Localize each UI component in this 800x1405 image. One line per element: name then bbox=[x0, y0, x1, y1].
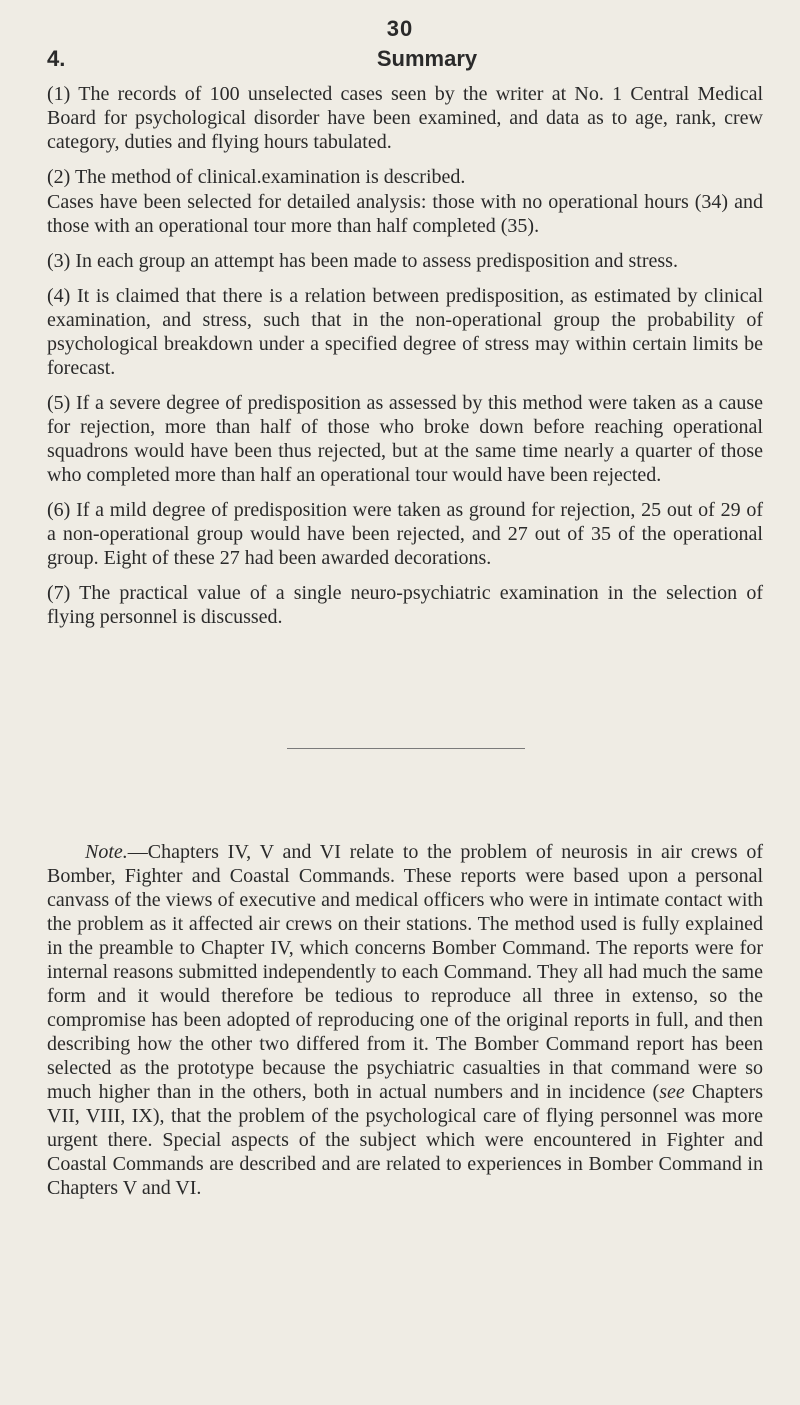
summary-item-text: Cases have been selected for detailed analysis: those with no operational hours (34) and those with an operational tour more than half completed (35). bbox=[47, 191, 763, 237]
chapter-note bbox=[47, 840, 763, 1200]
summary-item-number: (1) bbox=[47, 83, 71, 105]
summary-item bbox=[47, 284, 763, 380]
summary-item-number: (7) bbox=[47, 582, 71, 604]
note-text-part2: Chapters VII, VIII, IX), that the problem of the psychological care of flying personnel was more urgent there. Special aspects of the subject which were encountered in Fighter and Coastal Commands are described and are related to experiences in Bomber Command in Chapters V and VI. bbox=[47, 1081, 764, 1199]
summary-item-number: (6) bbox=[47, 499, 71, 521]
summary-item-text: In each group an attempt has been made to assess predisposition and stress. bbox=[75, 250, 678, 272]
note-text-part1: —Chapters IV, V and VI relate to the problem of neurosis in air crews of Bomber, Fighter and Coastal Commands. These reports were based upon a personal canvass of the views of executive and medical officers who were in intimate contact with the problem as it affected air crews on their stations. The method used is fully explained in the preamble to Chapter IV, which concerns Bomber Command. The reports were for internal reasons submitted independently to each Command. They all had much the same form and it would therefore be tedious to reproduce all three in extenso, so the compromise has been adopted of reproducing one of the original reports in full, and then describing how the other two differed from it. The Bomber Command report has been selected as the prototype because the psychiatric casualties in that command were so much higher than in the others, both in actual numbers and in incidence ( bbox=[47, 841, 763, 1103]
summary-item-number: (3) bbox=[47, 250, 71, 272]
section-heading bbox=[47, 46, 767, 80]
summary-list bbox=[47, 82, 763, 640]
section-title: Summary bbox=[376, 46, 478, 71]
summary-item-text: The method of clinical.examination is described. bbox=[74, 166, 466, 188]
summary-item bbox=[47, 581, 763, 629]
summary-item bbox=[47, 165, 763, 189]
section-divider bbox=[287, 748, 525, 749]
section-number: 4. bbox=[47, 46, 66, 71]
summary-item bbox=[47, 498, 763, 570]
summary-item-text: If a severe degree of predisposition as assessed by this method were taken as a cause for rejection, more than half of those who broke down before reaching operational squadrons would have been thus rejected, but at the same time nearly a quarter of those who completed more than half an operational tour would have been rejected. bbox=[47, 392, 764, 486]
page-number: 30 bbox=[386, 16, 414, 41]
summary-item-number: (2) bbox=[47, 166, 71, 188]
summary-item-text: The records of 100 unselected cases seen by the writer at No. 1 Central Medical Board for psychological disorder have been examined, and data as to age, rank, crew category, duties and flying hours tabulated. bbox=[47, 83, 764, 153]
summary-item-number: (5) bbox=[47, 392, 71, 414]
note-label: Note. bbox=[85, 841, 128, 863]
summary-item bbox=[47, 249, 763, 273]
summary-item-text: The practical value of a single neuro-psychiatric examination in the selection of flying personnel is discussed. bbox=[47, 582, 764, 628]
note-paragraph bbox=[47, 840, 763, 1200]
summary-item-number: (4) bbox=[47, 285, 71, 307]
summary-item-continuation bbox=[47, 190, 763, 238]
summary-item bbox=[47, 82, 763, 154]
note-see: see bbox=[659, 1081, 685, 1103]
summary-item-text: If a mild degree of predisposition were taken as ground for rejection, 25 out of 29 of a non-operational group would have been rejected, and 27 out of 35 of the operational group. Eight of these 27 had been awarded decorations. bbox=[47, 499, 764, 569]
summary-item bbox=[47, 391, 763, 487]
summary-item-text: It is claimed that there is a relation between predisposition, as estimated by clinical examination, and stress, such that in the non-operational group the probability of psychological breakdown under a specified degree of stress may within certain limits be forecast. bbox=[47, 285, 764, 379]
